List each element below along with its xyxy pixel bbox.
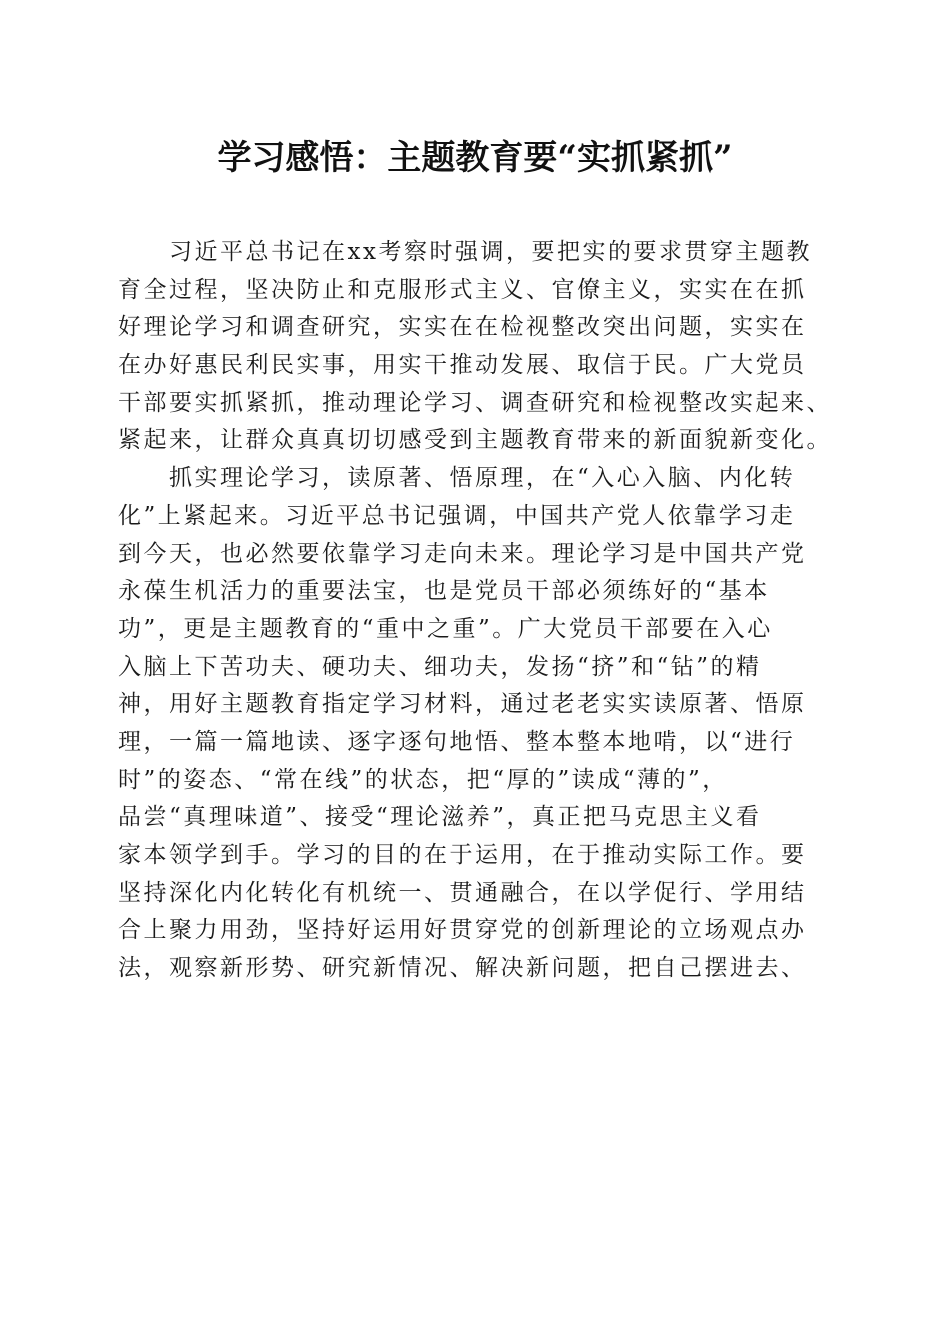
body-line: 永葆生机活力的重要法宝，也是党员干部必须练好的“基本 (118, 578, 770, 605)
body-line: 合上聚力用劲，坚持好运用好贯穿党的创新理论的立场观点办 (118, 917, 807, 944)
body-line: 家本领学到手。学习的目的在于运用，在于推动实际工作。要 (118, 842, 807, 868)
body-line: 品尝“真理味道”、接受“理论滋养”，真正把马克思主义看 (118, 804, 762, 831)
body-line: 抓实理论学习，读原著、悟原理，在“入心入脑、内化转 (118, 465, 796, 492)
body-line: 化”上紧起来。习近平总书记强调，中国共产党人依靠学习走 (118, 502, 796, 529)
body-line: 入脑上下苦功夫、硬功夫、细功夫，发扬“挤”和“钻”的精 (118, 653, 762, 680)
body-line: 理，一篇一篇地读、逐字逐句地悟、整本整本地啃，以“进行 (118, 728, 796, 755)
document-body (118, 234, 832, 988)
document-title: 学习感悟：主题教育要“实抓紧抓” (217, 138, 733, 178)
body-line: 干部要实抓紧抓，推动理论学习、调查研究和检视整改实起来、 (118, 389, 832, 416)
body-line: 在办好惠民利民实事，用实干推动发展、取信于民。广大党员 (118, 352, 807, 379)
body-line: 习近平总书记在xx考察时强调，要把实的要求贯穿主题教 (118, 239, 812, 265)
body-line: 时”的姿态、“常在线”的状态，把“厚的”读成“薄的”， (118, 766, 728, 793)
body-line: 功”，更是主题教育的“重中之重”。广大党员干部要在入心 (118, 615, 773, 642)
body-line: 神，用好主题教育指定学习材料，通过老老实实读原著、悟原 (118, 691, 807, 718)
body-line: 育全过程，坚决防止和克服形式主义、官僚主义，实实在在抓 (118, 276, 807, 303)
body-line: 紧起来，让群众真真切切感受到主题教育带来的新面貌新变化。 (118, 427, 832, 454)
body-line: 坚持深化内化转化有机统一、贯通融合，在以学促行、学用结 (118, 879, 807, 906)
body-line: 好理论学习和调查研究，实实在在检视整改突出问题，实实在 (118, 314, 807, 341)
body-line: 到今天，也必然要依靠学习走向未来。理论学习是中国共产党 (118, 540, 807, 567)
body-line: 法，观察新形势、研究新情况、解决新问题，把自己摆进去、 (118, 955, 807, 982)
